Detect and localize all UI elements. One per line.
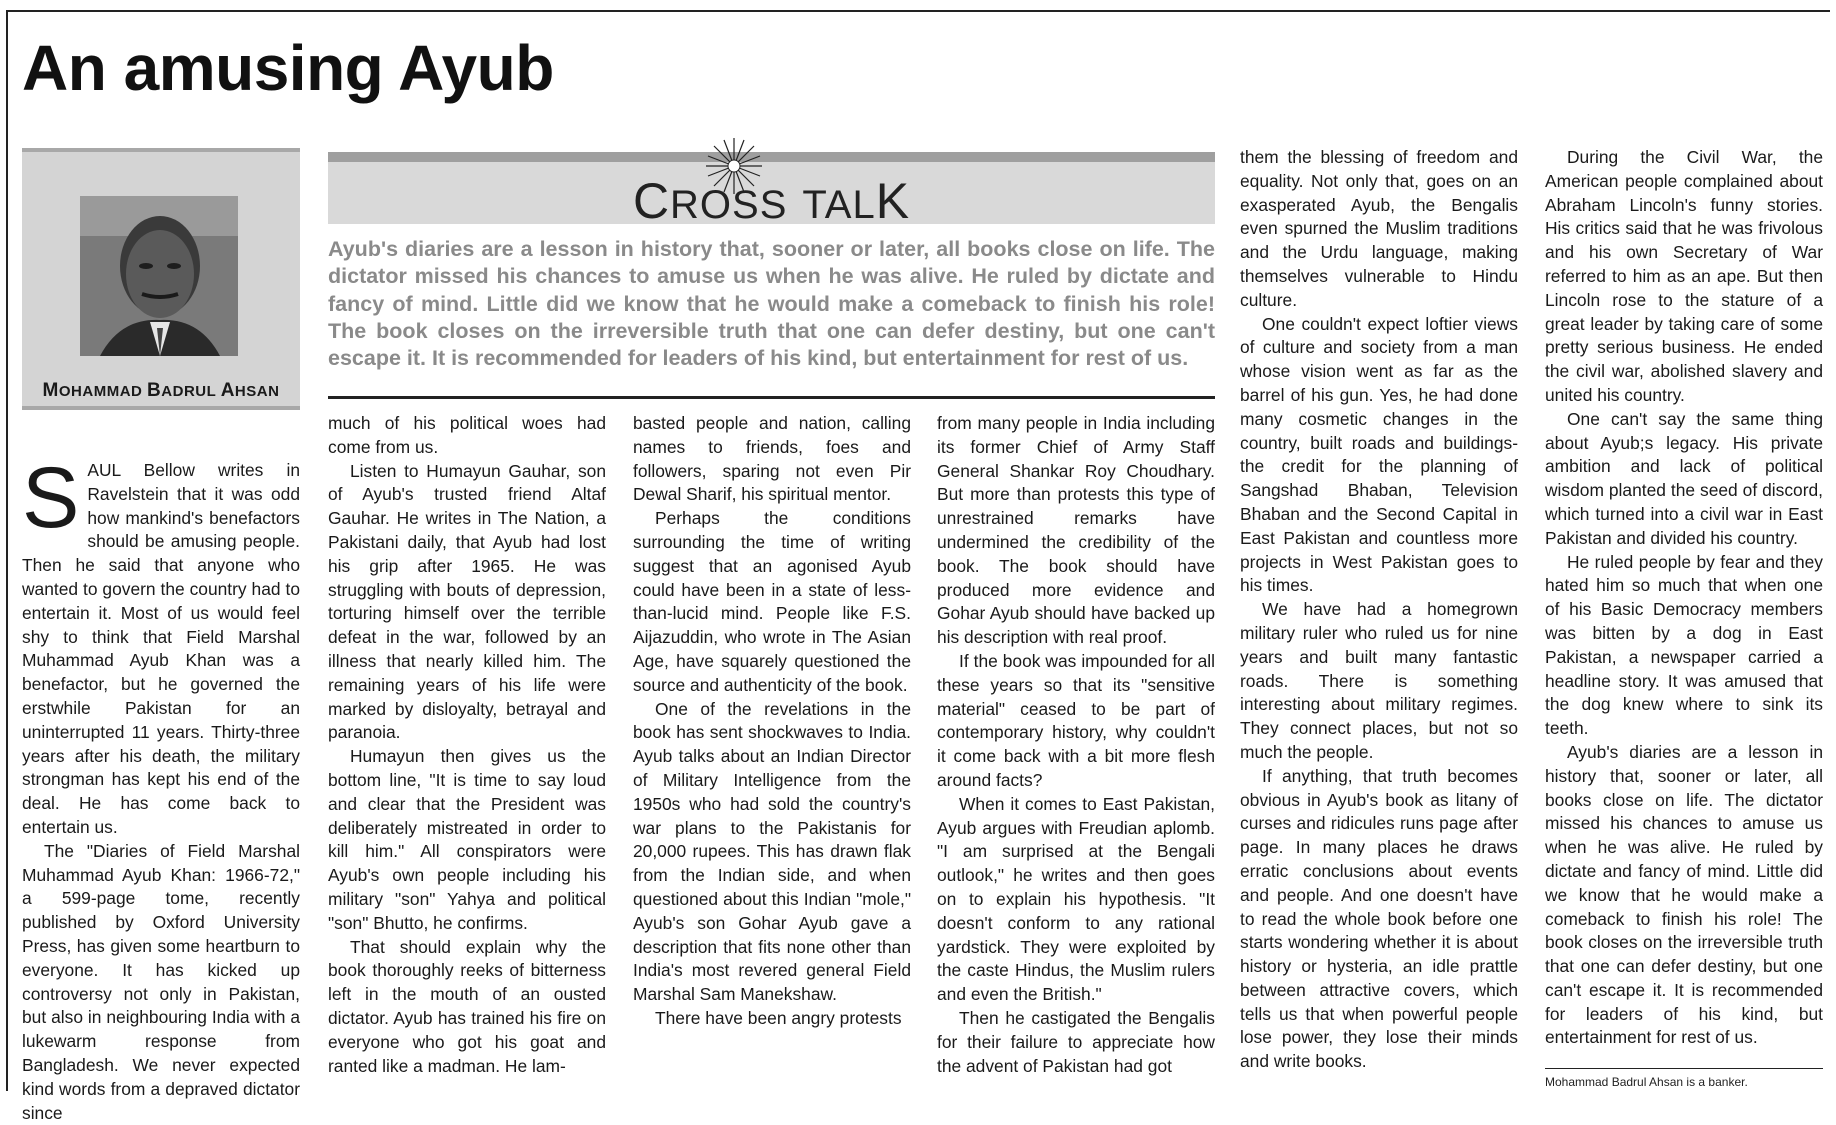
column-title: CROSS TALK [632, 173, 911, 229]
article-column-1 [22, 450, 300, 1123]
paragraph: That should explain why the book thoroughly reeks of bitterness left in the mouth of an ousted dictator. Ayub has trained his fire on everyone who got his goat and ranted like a madman. He lam- [328, 936, 606, 1076]
author-note: Mohammad Badrul Ahsan is a banker. [1545, 1075, 1748, 1089]
paragraph: During the Civil War, the American people complained about Abraham Lincoln's funny stories. His critics said that he was frivolous and his own Secretary of War referred to him as an ape. But then Lincoln rose to the stature of a great leader by taking care of some pretty serious business. He ended the civil war, abolished slavery and united his country. [1545, 147, 1823, 405]
article-column-4 [937, 412, 1215, 1084]
article-column-2 [328, 412, 606, 1084]
deck-rule [328, 396, 1215, 399]
paragraph: much of his political woes had come from us. [328, 413, 606, 457]
paragraph: Ayub's diaries are a lesson in history that, sooner or later, all books close on life. The dictator missed his chances to amuse us when he was alive. He ruled by dictate and fancy of mind. Little did we know that he would make a comeback to finish his role! The book closes on the irreversible truth that one can defer destiny, but one can't escape it. It is recommended for leaders of his kind, but entertainment for rest of us. [1545, 741, 1823, 1048]
paragraph: He ruled people by fear and they hated him so much that when one of his Basic Democracy members was bitten by a dog in East Pakistan, a newspaper carried a headline story. It was amused that the dog knew where to sink its teeth. [1545, 551, 1823, 739]
column-banner [328, 152, 1215, 229]
paragraph: AUL Bellow writes in Ravelstein that it was odd how mankind's benefactors should be amusing people. Then he said that anyone who wanted to govern the country had to entertain it. Most of us would feel shy to think that Field Marshal Muhammad Ayub Khan was a benefactor, but he governed the erstwhile Pakistan for an uninterrupted 11 years. Thirty-three years after his death, the military strongman has kept his end of the deal. He has come back to entertain us. [22, 460, 300, 837]
article-column-6 [1545, 146, 1823, 1051]
paragraph: There have been angry protests [655, 1007, 902, 1028]
page-top-rule [6, 10, 1830, 12]
author-byline: MOHAMMAD BADRUL AHSAN [42, 380, 280, 401]
article-column-3 [633, 412, 911, 1084]
paragraph: from many people in India including its former Chief of Army Staff General Shankar Roy Choudhary. But more than protests this type of unrestrained remarks have undermined the credibility of the book. The book should have produced more evidence and Gohar Ayub should have backed up his description with real proof. [937, 413, 1215, 648]
paragraph: One can't say the same thing about Ayub;s legacy. His private ambition and lack of political wisdom planted the seed of discord, which turned into a civil war in East Pakistan and divided his country. [1545, 408, 1823, 548]
paragraph: One couldn't expect loftier views of culture and society from a man whose vision went as far as the barrel of his gun. Yes, he had done many cosmetic changes in the country, built roads and buildings- the credit for the planning of Sangshad Bhaban, Television Bhaban and the Second Capital in East Pakistan and countless more projects in West Pakistan goes to his times. [1240, 313, 1518, 596]
footer-rule [1545, 1068, 1823, 1069]
paragraph: basted people and nation, calling names to friends, foes and followers, sparing not even Pir Dewal Sharif, his spiritual mentor. [633, 413, 911, 505]
paragraph: When it comes to East Pakistan, Ayub argues with Freudian aplomb. "I am surprised at the Bengali outlook," he writes and then goes on to explain his hypothesis. "It doesn't conform to any rational yardstick. They were exploited by the caste Hindus, the Muslim rulers and even the British." [937, 793, 1215, 1005]
paragraph: If anything, that truth becomes obvious in Ayub's book as litany of curses and ridicules runs page after page. In many places he draws erratic conclusions about events and people. And one doesn't have to read the whole book before one starts wondering whether it is about history or hysteria, an idle prattle between attractive covers, which tells us that when powerful people lose power, they lose their minds and write books. [1240, 765, 1518, 1072]
paragraph: Listen to Humayun Gauhar, son of Ayub's trusted friend Altaf Gauhar. He writes in The Nation, a Pakistani daily, that Ayub had lost his grip after 1965. He was struggling with bouts of depression, torturing himself over the terrible defeat in the war, followed by an illness that nearly killed him. The remaining years of his life were marked by disloyalty, betrayal and paranoia. [328, 460, 606, 743]
paragraph: If the book was impounded for all these years so that its "sensitive material" ceased to be part of contemporary history, why couldn't it come back with a bit more flesh around facts? [937, 650, 1215, 790]
drop-cap: S [22, 450, 80, 546]
paragraph: them the blessing of freedom and equality. Not only that, goes on an exasperated Ayub, the Bengalis even spurned the Muslim traditions and the Urdu language, making themselves vulnerable to Hindu culture. [1240, 147, 1518, 310]
author-box [22, 148, 300, 410]
paragraph: Then he castigated the Bengalis for their failure to appreciate how the advent of Pakistan had got [937, 1007, 1215, 1076]
deck-summary: Ayub's diaries are a lesson in history that, sooner or later, all books close on life. The dictator missed his chances to amuse us when he was alive. He ruled by dictate and fancy of mind. Little did we know that he would make a comeback to finish his role! The book closes on the irreversible truth that one can defer destiny, but one can't escape it. It is recommended for leaders of his kind, but entertainment for rest of us. [328, 237, 1215, 371]
paragraph: The "Diaries of Field Marshal Muhammad Ayub Khan: 1966-72," a 599-page tome, recently published by Oxford University Press, has given some heartburn to everyone. It has kicked up controversy not only in Pakistan, but also in neighbouring India with a lukewarm response from Bangladesh. We never expected kind words from a depraved dictator since [22, 840, 300, 1123]
headline: An amusing Ayub [22, 32, 554, 104]
author-photo [80, 196, 238, 356]
page-left-rule [6, 10, 8, 1091]
paragraph: Perhaps the conditions surrounding the time of writing suggest that an agonised Ayub could have been in a state of less-than-lucid mind. People like F.S. Aijazuddin, who wrote in The Asian Age, have squarely questioned the source and authenticity of the book. [633, 508, 911, 695]
paragraph: We have had a homegrown military ruler who ruled us for nine years and built many fantastic roads. There is something interesting about military regimes. They connect places, but not so much the people. [1240, 599, 1518, 762]
author-portrait-icon [80, 196, 238, 356]
article-column-5 [1240, 146, 1518, 1091]
paragraph: Humayun then gives us the bottom line, "It is time to say loud and clear that the President was deliberately mistreated in order to kill him." All conspirators were Ayub's own people including his military "son" Yahya and political "son" Bhutto, he confirms. [328, 746, 606, 933]
paragraph: One of the revelations in the book has sent shockwaves to India. Ayub talks about an Indian Director of Military Intelligence from the 1950s who had sold the country's war plans to the Pakistanis for 20,000 rupees. This has drawn flak from the Indian side, and when questioned about this Indian "mole," Ayub's son Gohar Ayub gave a description that fits none other than India's most revered general Field Marshal Sam Manekshaw. [633, 698, 911, 1005]
